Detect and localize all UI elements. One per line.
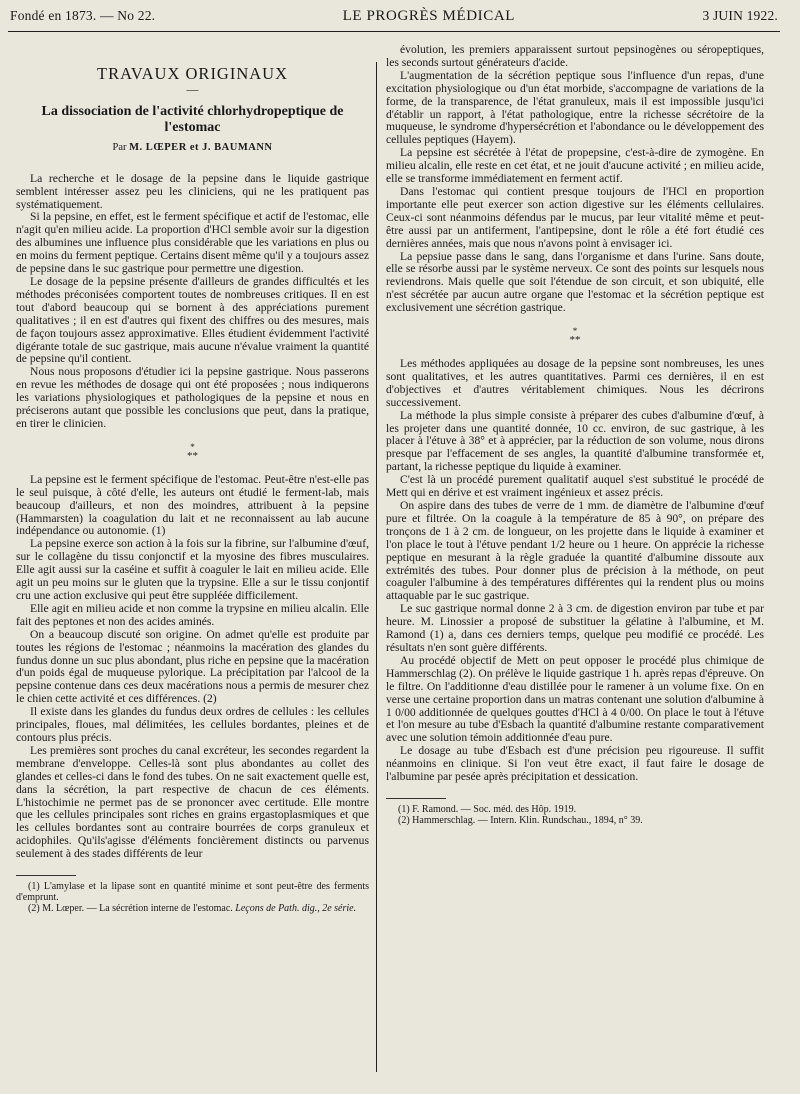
running-header (10, 8, 778, 30)
paragraph: Le dosage au tube d'Esbach est d'une précision peu rigoureuse. Il suffit néanmoins en clinique. Si l'on veut être exact, il faut faire le dosage de l'albumine par pesée après précipitation et dessication. (386, 744, 764, 784)
separator-star-top: * (190, 441, 195, 452)
footnote: (1) L'amylase et la lipase sont en quantité minime et sont peut-être des ferments d'emprunt. (16, 881, 369, 904)
paragraph: La pepsine exerce son action à la fois sur la fibrine, sur l'albumine d'œuf, sur le collagène du tissu conjonctif et la myosine des fibres musculaires. Elle agit aussi sur la caséine et suffit à coaguler le lait en milieu acide. Elle agit un peu moins sur le gluten que la trypsine. Elle a sur le tissu conjontif cru une action exclusive qui peut être suppléée difficilement. (16, 537, 369, 602)
paragraph: Les méthodes appliquées au dosage de la pepsine sont nombreuses, les unes sont qualitatives, et les autres quantitatives. Parmi ces dernières, il en est d'objectives et d'autres véritablement chimiques. Nous les décrirons successivement. (386, 357, 764, 409)
paragraph: Elle agit en milieu acide et non comme la trypsine en milieu alcalin. Elle fait des peptones et non des acides aminés. (16, 601, 369, 628)
paragraph: Le dosage de la pepsine présente d'ailleurs de grandes difficultés et les méthodes préconisées comportent toutes de nombreuses critiques. Il en est tout d'abord beaucoup qui se bornent à des appréciations purement qualitatives ; il en est d'autres qui fixent des chiffres ou des mesures, mais de façon toujours assez approximative. Elles étudient évidemment l'activité digérante totale de suc gastrique, mais aucune n'évalue vraiment la quantité de pepsine qu'il contient. (16, 274, 369, 366)
paragraph: Dans l'estomac qui contient presque toujours de l'HCl en proportion importante elle peut exercer son action digestive sur les éléments cellulaires. Ceux-ci sont néanmoins défendus par le mucus, par leur vitalité même et peut-être aussi par un antiferment, l'antipepsine, dont le rôle a été fort étudié ces dernières années, mais que nous n'avons point à envisager ici. (386, 184, 764, 250)
footnote: (2) Hammerschlag. — Intern. Klin. Rundschau., 1894, n° 39. (398, 814, 643, 826)
separator-star-top: * (572, 326, 578, 337)
section-separator (386, 327, 764, 346)
paragraph: Il existe dans les glandes du fundus deux ordres de cellules : les cellules principales, floues, mal délimitées, les cellules bordantes, pleines et de contours plus précis. (16, 705, 369, 744)
paragraph: C'est là un procédé purement qualitatif auquel s'est substitué le procédé de Mett qui en dérive et est vraiment ingénieux et assez précis. (386, 473, 764, 500)
paragraph: Le suc gastrique normal donne 2 à 3 cm. de digestion environ par tube et par heure. M. Linossier a proposé de substituer la gélatine à l'albumine, et M. Ramond (1) a, dans ces derniers temps, quelque peu modifié ce procédé. Les résultats n'en sont guère différents. (386, 602, 764, 654)
paragraph: Nous nous proposons d'étudier ici la pepsine gastrique. Nous passerons en revue les méthodes de dosage qui ont été proposées ; nous indiquerons les variations physiologiques et pathologiques de la pepsine et nous en préciserons autant que possible les conclusions que peut, dans la pratique, en tirer le clinicien. (16, 365, 369, 430)
footnote-body: (2) M. Lœper. — La sécrétion interne de l'estomac. (28, 903, 233, 915)
footnote: (1) F. Ramond. — Soc. méd. des Hôp. 1919. (398, 803, 577, 815)
title-dash: — (186, 81, 199, 96)
left-column (16, 44, 369, 1054)
paragraph: L'augmentation de la sécrétion peptique sous l'influence d'un repas, d'une excitation physiologique ou d'un état morbide, s'accompagne de variations de la forme, de la transparence, de l'état granuleux, mais il est impossible jusqu'ici d'établir un rapport, à l'état pathologique, entre la richesse sécrétoire de la muqueuse, le syndrome d'hypersécrétion et l'abondance ou le développement des cellules peptiques (Hayem). (386, 68, 764, 147)
section-separator (16, 443, 369, 462)
paragraph: La pepsine est sécrétée à l'état de propepsine, c'est-à-dire de zymogène. En milieu alcalin, elle reste en cet état, et ne jouit d'aucune activité ; en milieu acide, elle se transforme immédiatement en ferment actif. (386, 146, 764, 186)
paragraph: évolution, les premiers apparaissent surtout pepsinogènes ou séropeptiques, les seconds surtout générateurs d'acide. (386, 44, 764, 69)
separator-stars-bottom: ** (187, 449, 198, 462)
footnote-rule (16, 875, 76, 876)
header-rule (8, 31, 780, 32)
paragraph: La pepsiue passe dans le sang, dans l'organisme et dans l'urine. Sans doute, elle se résorbe aussi par le système nerveux. Ce sont des points sur lesquels nous reviendrons. Mais quelle que soit l'étendue de son circuit, et son ubiquité, elle n'est sécrétée par aucun autre organe que l'estomac et la sécrétion peptique est exclusivement une sécrétion gastrique. (386, 249, 764, 315)
footnote-rule (386, 798, 446, 799)
section-title: TRAVAUX ORIGINAUX (96, 64, 289, 83)
column-divider (376, 62, 377, 1072)
paragraph: On aspire dans des tubes de verre de 1 mm. de diamètre de l'albumine d'œuf pure et filtrée. On la coagule à la température de 85 à 90°, on prépare des tronçons de 1 à 2 cm. de longueur, on les projette dans le liquide à examiner et l'on place le tout à l'étuve pendant 1/2 heure ou 1 heure. On apprécie la richesse peptique en mesurant à la règle graduée la quantité d'albumine dissoute aux extrémités des tubes. Pour donner plus de précision à la méthode, on peut coaguler l'albumine à des températures différentes qui la rendent plus ou moins attaquable par le suc gastrique. (386, 499, 764, 603)
right-column (386, 44, 764, 1054)
footnotes (386, 804, 764, 826)
journal-name: LE PROGRÈS MÉDICAL (342, 8, 516, 24)
paragraph: On a beaucoup discuté son origine. On admet qu'elle est produite par toutes les régions de l'estomac ; néanmoins la macération des glandes du fundus donne un suc plus abondant, plus riche en pepsine que la macération d'un poids égal de muqueuse pylorique. La précipitation par l'alcool de la pepsine contenue dans ces deux macérations nous a permis de mesurer chez le chien cette activité et ces différences. (2) (16, 627, 369, 706)
paragraph: Si la pepsine, en effet, est le ferment spécifique et actif de l'estomac, elle n'agit qu'en milieu acide. La proportion d'HCl semble avoir sur la digestion des albumines une influence plus considérable que les variations en plus ou en moins du ferment peptique. Certains disent même qu'il y a toujours assez de pepsine dans le suc gastrique pour permettre une digestion. (16, 210, 369, 276)
issue-date: 3 JUIN 1922. (702, 8, 778, 23)
article-title: La dissociation de l'activité chlorhydropeptique de l'estomac (41, 103, 344, 135)
footnote (16, 903, 369, 914)
paragraph: La méthode la plus simple consiste à préparer des cubes d'albumine d'œuf, à les projeter dans une quantité donnée, 10 cc. environ, de suc gastrique, à les placer à l'étuve à 38° et à apprécier, par la réduction de son volume, nous dirons presque par l'effacement de ses angles, la quantité d'albumine transformée et, partant, la richesse peptique du liquide à examiner. (386, 408, 764, 474)
separator-stars-bottom: ** (569, 334, 581, 347)
footnote-source: Leçons de Path. dig., 2e série. (235, 903, 357, 915)
header-founded: Fondé en 1873. — No 22. (10, 8, 156, 23)
article-authors (16, 142, 369, 155)
paragraph: Les premières sont proches du canal excréteur, les secondes regardent la membrane d'enveloppe. Celles-là sont plus abondantes au collet des glandes et celles-ci dans le fond des tubes. On ne sait exactement quelle est, dans la sécrétion, la part respective de chacun de ces éléments. L'histochimie ne permet pas de se prononcer avec certitude. Elle montre que les cellules principales sont riches en grains ergastoplasmiques et que les cellules bordantes sont au contraire bourrées de corps granuleux et acidophiles. Qu'ils'agisse d'éléments foncièrement distincts ou parvenus seulement à des stades différents de leur (16, 743, 369, 861)
footnotes (16, 881, 369, 914)
authors-by: Par (112, 141, 127, 153)
paragraph: La pepsine est le ferment spécifique de l'estomac. Peut-être n'est-elle pas le seul puisque, à côté d'elle, les auteurs ont étudié le ferment-lab, mais beaucoup d'ailleurs, et non des moindres, attribuent à la pepsine (Hammarsten) la coagulation du lait et ne reconnaissent au lab aucune indépendance ou autonomie. (1) (16, 472, 369, 538)
paragraph: Au procédé objectif de Mett on peut opposer le procédé plus chimique de Hammerschlag (2). On prélève le liquide gastrique 1 h. après repas d'épreuve. On le filtre. On l'additionne d'eau distillée pour le ramener à un volume fixe. On en verse une certaine proportion dans un matras contenant une solution d'albumine à 1 0/00 additionnée de quelques gouttes d'HCl à 4 0/00. On place le tout à l'étuve et l'on mesure au tube d'Esbach la quantité d'albumine restante comparativement avec une solution témoin additionnée d'eau pure. (386, 653, 764, 745)
paragraph: La recherche et le dosage de la pepsine dans le liquide gastrique semblent intéresser assez peu les cliniciens, qui ne les pratiquent pas systématiquement. (16, 171, 369, 211)
authors-names: M. LŒPER et J. BAUMANN (129, 141, 273, 153)
